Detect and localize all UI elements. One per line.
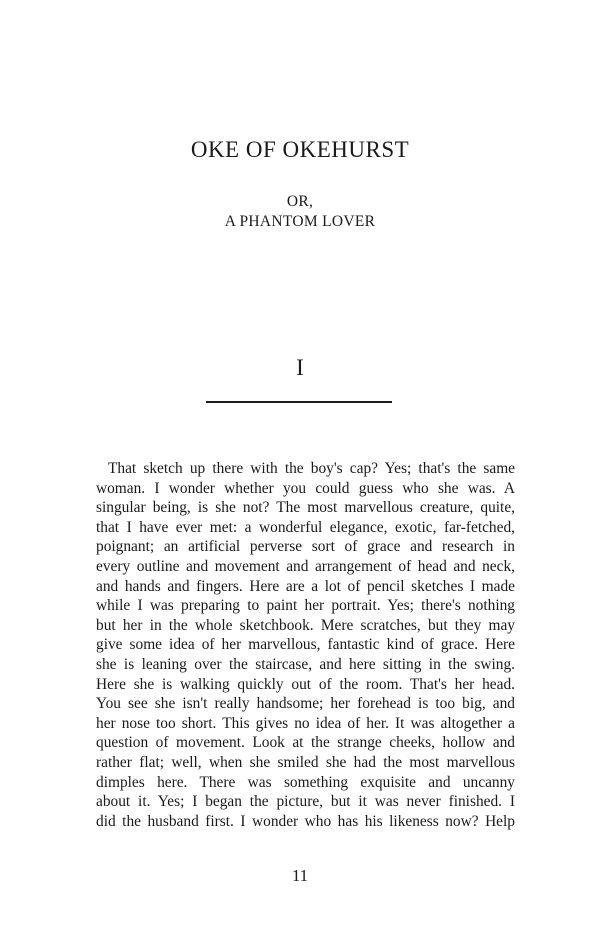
body-line: question of movement. Look at the strange cheeks, hollow and (96, 734, 515, 752)
body-paragraph (96, 459, 515, 831)
body-line: did the husband first. I wonder who has his likeness now? Help (96, 812, 515, 830)
body-line: about it. Yes; I began the picture, but it was never finished. I (96, 793, 515, 811)
body-line: rather flat; well, when she smiled she had the most marvellous (96, 753, 515, 771)
page-number: 11 (291, 866, 309, 885)
body-line: woman. I wonder whether you could guess who she was. A (96, 479, 515, 497)
body-line: she is leaning over the staircase, and here sitting in the swing. (96, 655, 515, 673)
chapter-divider-rule (206, 401, 392, 403)
body-line: dimples here. There was something exquisite and uncanny (96, 773, 515, 791)
subtitle-line-or: OR, (286, 193, 314, 210)
story-title: OKE OF OKEHURST (190, 137, 410, 162)
body-line: while I was preparing to paint her portrait. Yes; there's nothing (96, 597, 515, 615)
body-line: give some idea of her marvellous, fantastic kind of grace. Here (96, 636, 515, 654)
body-line: singular being, is she not? The most marvellous creature, quite, (96, 499, 515, 517)
body-line: That sketch up there with the boy's cap? Yes; that's the same (108, 460, 515, 477)
body-line: and hands and fingers. Here are a lot of pencil sketches I made (96, 577, 515, 595)
body-line: You see she isn't really handsome; her forehead is too big, and (96, 695, 515, 713)
body-line: that I have ever met: a wonderful elegance, exotic, far-fetched, (96, 518, 515, 536)
subtitle-line-phantom-lover: A PHANTOM LOVER (224, 213, 376, 230)
chapter-number: I (296, 355, 304, 380)
body-line: poignant; an artificial perverse sort of grace and research in (96, 538, 515, 556)
body-line: every outline and movement and arrangement of head and neck, (96, 557, 515, 575)
body-line: Here she is walking quickly out of the room. That's her head. (96, 675, 515, 693)
body-line: her nose too short. This gives no idea of her. It was altogether a (96, 714, 515, 732)
body-line: but her in the whole sketchbook. Mere scratches, but they may (96, 616, 515, 634)
